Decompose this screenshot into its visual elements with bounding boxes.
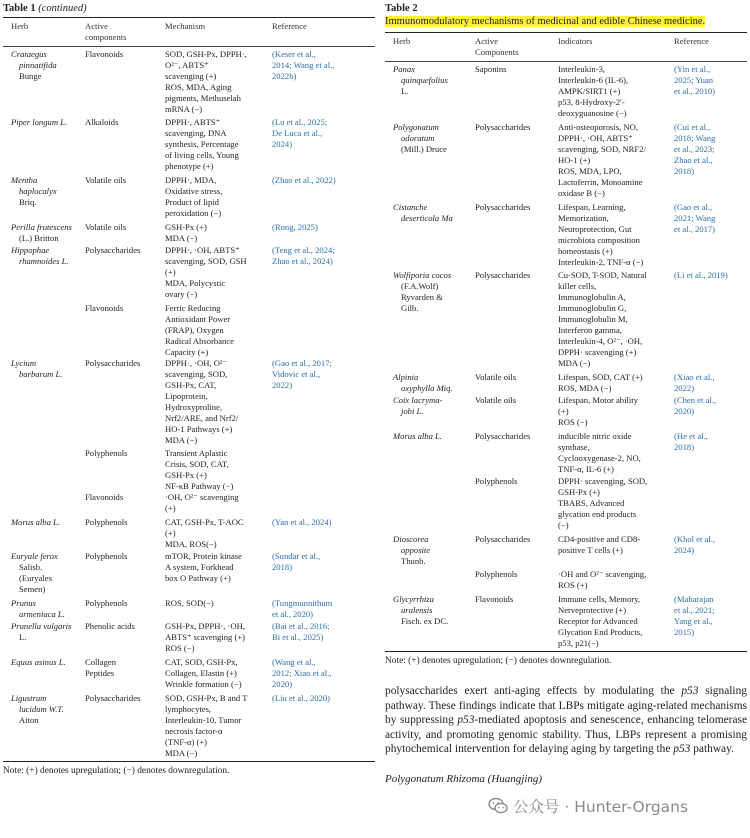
herb-name: Prunella vulgaris <box>11 621 72 631</box>
section-subheading: Polygonatum Rhizoma (Huangjing) <box>385 772 543 785</box>
table-row <box>3 222 375 245</box>
component-cell: Polysaccharides <box>475 122 531 132</box>
component-cell: Polyphenols <box>85 448 128 458</box>
table-row <box>385 476 747 534</box>
herb-cell <box>385 202 475 268</box>
component-cell: Alkaloids <box>85 117 119 127</box>
header-cell: Herb <box>11 21 29 31</box>
reference-cell[interactable]: (Cui et al., 2018; Wang et al., 2023; Zhao et al., 2018) <box>674 122 716 176</box>
table-row <box>3 245 375 303</box>
herb-authority: Thunb. <box>401 556 426 566</box>
header-cell: Herb <box>393 36 411 46</box>
component-cell: Polyphenols <box>85 598 128 608</box>
component-cell: Polysaccharides <box>475 534 531 544</box>
herb-cell <box>3 657 85 690</box>
herb-authority: Salisb. (Euryales Semen) <box>19 562 52 594</box>
herb-cell <box>3 598 85 620</box>
mechanism-cell: Interleukin-3, Interleukin-6 (IL-6), AMPK/SIRT1 (+) p53, 8-Hydroxy-2′- deoxyguanosine (−) <box>558 64 629 118</box>
mechanism-cell: DPPH·, MDA, Oxidative stress, Product of lipid peroxidation (−) <box>165 175 223 218</box>
herb-name: Piper longum L. <box>11 117 68 127</box>
component-cell: Phenolic acids <box>85 621 135 631</box>
table-row <box>3 303 375 358</box>
herb-name: pinnatifida <box>19 60 57 70</box>
herb-cell <box>3 49 85 115</box>
wechat-icon <box>488 797 508 819</box>
table-1-body <box>3 47 375 759</box>
herb-authority: (Mill.) Druce <box>401 144 447 154</box>
mechanism-cell: DPPH· scavenging, SOD, GSH-Px (+) TBARS, Advanced glycation end products (−) <box>558 476 648 530</box>
mechanism-cell: ROS, SOD(−) <box>165 598 214 608</box>
table-row <box>385 122 747 202</box>
herb-cell <box>3 693 85 759</box>
herb-name <box>393 406 475 417</box>
table-row <box>3 657 375 693</box>
mechanism-cell: CD4-positive and CD8- positive T cells (+) <box>558 534 641 555</box>
table-row <box>3 621 375 657</box>
component-cell: Volatile oils <box>85 175 127 185</box>
herb-cell <box>385 270 475 369</box>
component-cell: Volatile oils <box>475 395 517 405</box>
component-cell: Polyphenols <box>85 517 128 527</box>
mechanism-cell: GSH-Px, DPPH·, ·OH, ABTS⁺ scavenging (+) ROS (−) <box>165 621 246 653</box>
mechanism-cell: Lifespan, Learning, Memorization, Neuroprotection, Gut microbiota composition homeostasis (+) Interleukin-2, TNF-α (−) <box>558 202 644 267</box>
herb-authority: L. <box>19 632 27 642</box>
component-cell: Flavonoids <box>475 594 514 604</box>
table-2-header-row <box>385 33 747 61</box>
table-row <box>3 175 375 222</box>
mechanism-cell: Immune cells, Memory, Nerveprotective (+) Receptor for Advanced Glycation End Products, p53, p21(−) <box>558 594 643 648</box>
header-cell: Active Components <box>475 36 519 57</box>
herb-name-part: oxyphylla <box>401 383 435 393</box>
header-cell: Active components <box>85 21 127 42</box>
herb-cell <box>3 492 85 514</box>
herb-name-part: Wolfiporia cocos <box>393 270 452 280</box>
component-cell: Collagen Peptides <box>85 657 117 678</box>
herb-name: Panax <box>393 64 415 74</box>
reference-cell[interactable]: (Sundar et al., 2018) <box>272 551 321 572</box>
reference-cell[interactable]: (Zhao et al., 2022) <box>272 175 336 185</box>
herb-name: Crataegus <box>11 49 47 59</box>
reference-cell[interactable]: (Tungmunnithum et al., 2020) <box>272 598 333 619</box>
herb-name: armeniaca L. <box>19 609 65 619</box>
mechanism-cell: ·OH and O²⁻ scavenging, ROS (+) <box>558 569 647 590</box>
herb-cell <box>385 122 475 199</box>
table-row <box>3 693 375 759</box>
reference-cell[interactable]: (Khol et al., 2024) <box>674 534 716 555</box>
herb-name <box>393 270 475 281</box>
herb-cell <box>3 358 85 446</box>
table-1-continued: (continued) <box>38 3 87 14</box>
reference-cell[interactable]: (Lu et al., 2025; De Luca et al., 2024) <box>272 117 328 149</box>
reference-cell[interactable]: (Liu et al., 2020) <box>272 693 330 703</box>
reference-cell[interactable] <box>272 492 375 514</box>
table-2-label: Table 2 <box>385 3 418 14</box>
herb-authority: L. <box>401 86 409 96</box>
component-cell: Volatile oils <box>475 372 517 382</box>
table-2-body <box>385 62 747 649</box>
mechanism-cell: Ferric Reducing Antioxidant Power (FRAP), Oxygen Radical Absorbance Capacity (+) <box>165 303 234 357</box>
mechanism-cell: DPPH·, ABTS⁺ scavenging, DNA synthesis, Percentage of living cells, Young phenotype (+) <box>165 117 239 171</box>
component-cell: Polysaccharides <box>85 358 141 368</box>
component-cell: Polysaccharides <box>475 270 531 280</box>
herb-cell <box>385 395 475 428</box>
table-row <box>385 64 747 122</box>
header-cell: Mechanism <box>165 21 206 31</box>
herb-name: Ligustrum <box>11 693 47 703</box>
table-1-caption <box>3 0 375 15</box>
herb-name: Cistanche <box>393 202 428 212</box>
herb-name <box>393 383 475 394</box>
table-row <box>3 49 375 117</box>
herb-name-part: jobi <box>401 406 415 416</box>
herb-name: haplocalyx <box>19 186 57 196</box>
table-row <box>3 358 375 448</box>
mechanism-cell: ·OH, O²⁻ scavenging (+) <box>165 492 239 513</box>
body-paragraph: polysaccharides exert anti-aging effects by modulating the p53 signaling pathway. These findings indicate that LBPs mitigate aging-related mechanisms by suppressing p53-mediated apoptosis and senescence, enhancing telomerase activity, and promoting genomic stability. Thus, LBPs represent a promising phytochemical intervention for delaying aging by targeting the p53 pathway. <box>385 685 747 756</box>
table-row <box>385 594 747 649</box>
herb-name: rhamnoides L. <box>19 256 69 266</box>
herb-name: Prunus <box>11 598 36 608</box>
herb-authority: Fisch. ex DC. <box>401 616 449 626</box>
reference-cell[interactable] <box>272 448 375 492</box>
herb-name: Hippophae <box>11 245 50 255</box>
table-row <box>385 372 747 395</box>
table-row <box>385 569 747 594</box>
reference-cell[interactable]: (Wang et al., 2012; Xiao et al., 2020) <box>272 657 332 689</box>
herb-cell <box>3 448 85 492</box>
table-1-header-row <box>3 18 375 46</box>
table-row <box>385 395 747 431</box>
component-cell: Polysaccharides <box>475 202 531 212</box>
reference-cell[interactable]: (Yin et al., 2025; Yuan et al., 2010) <box>674 64 716 96</box>
herb-name: Coix lacryma- <box>393 395 443 405</box>
herb-authority: (L.) Britton <box>19 233 59 243</box>
reference-cell[interactable] <box>272 303 375 358</box>
header-cell: Reference <box>272 21 307 31</box>
mechanism-cell: SOD, GSH-Px, DPPH·, O²⁻, ABTS⁺ scavenging (+) ROS, MDA, Aging pigments, Methuselah mRNA (−) <box>165 49 247 114</box>
table-row <box>3 117 375 175</box>
table-2-note: Note: (+) denotes upregulation; (−) denotes downregulation. <box>385 656 612 666</box>
component-cell: Polysaccharides <box>85 245 141 255</box>
herb-cell <box>3 517 85 550</box>
herb-cell <box>3 621 85 654</box>
reference-cell[interactable]: (Bai et al., 2016; Bi et al., 2025) <box>272 621 330 642</box>
mechanism-cell: mTOR, Protein kinase A system, Forkhead box O Pathway (+) <box>165 551 242 583</box>
herb-name: Perilla frutescens <box>11 222 72 232</box>
herb-name: Polygonatum <box>393 122 439 132</box>
herb-cell <box>3 245 85 300</box>
herb-cell <box>3 222 85 244</box>
herb-authority: Briq. <box>19 197 37 207</box>
mechanism-cell: Transient Aplastic Crisis, SOD, CAT, GSH-Px (+) NF-κB Pathway (−) <box>165 448 234 491</box>
table-2-title: Immunomodulatory mechanisms of medicinal and edible Chinese medicine. <box>385 16 706 27</box>
mechanism-cell: Lifespan, Motor ability (+) ROS (−) <box>558 395 638 427</box>
herb-name: barbarum L. <box>19 369 63 379</box>
herb-name: Equus asinus L. <box>11 657 66 667</box>
reference-cell[interactable]: (Yan et al., 2024) <box>272 517 332 527</box>
herb-name: Alpinia <box>393 372 419 382</box>
mechanism-cell: DPPH·, ·OH, ABTS⁺ scavenging, SOD, GSH (+) MDA, Polycystic ovary (−) <box>165 245 247 299</box>
reference-cell[interactable]: (He et al., 2018) <box>674 431 708 452</box>
herb-name <box>11 704 85 715</box>
reference-cell[interactable]: (Xiao et al., 2022) <box>674 372 715 393</box>
reference-cell[interactable]: (Rong, 2025) <box>272 222 318 232</box>
herb-name: Morus alba L. <box>393 431 442 441</box>
mechanism-cell: Lifespan, SOD, CAT (+) ROS, MDA (−) <box>558 372 643 393</box>
herb-name: Lycium <box>11 358 37 368</box>
herb-name: Glycyrrhiza <box>393 594 434 604</box>
reference-cell[interactable]: (Gao et al., 2017; Vidovic et al., 2022) <box>272 358 332 390</box>
table-2 <box>385 0 747 785</box>
component-cell: Polyphenols <box>85 551 128 561</box>
table-row <box>3 448 375 492</box>
mechanism-cell: CAT, GSH-Px, T-AOC (+) MDA, ROS(−) <box>165 517 244 549</box>
herb-name: Dioscorea <box>393 534 429 544</box>
table-1-label: Table 1 <box>3 3 36 14</box>
herb-cell <box>385 534 475 567</box>
herb-name <box>393 213 475 224</box>
herb-name-part: deserticola <box>401 213 440 223</box>
table-1 <box>3 0 375 777</box>
component-cell: Saponins <box>475 64 507 74</box>
herb-authority: (F.A.Wolf) Ryvarden & Gilb. <box>401 281 443 313</box>
herb-name: quinquefolius <box>401 75 448 85</box>
reference-cell[interactable] <box>674 569 747 591</box>
herb-cell <box>385 569 475 591</box>
herb-authority: Ma <box>441 213 453 223</box>
table-row <box>385 431 747 476</box>
component-cell: Flavonoids <box>85 49 124 59</box>
table-2-title-line <box>385 15 747 28</box>
herb-authority: L. <box>416 406 424 416</box>
herb-cell <box>3 175 85 219</box>
reference-cell[interactable]: (Keser et al., 2014; Wang et al., 2022b) <box>272 49 335 81</box>
table-row <box>385 270 747 372</box>
watermark <box>488 795 688 819</box>
herb-cell <box>385 431 475 475</box>
herb-authority: Miq. <box>436 383 453 393</box>
herb-name: Morus alba L. <box>11 517 60 527</box>
reference-cell[interactable]: (Li et al., 2019) <box>674 270 728 280</box>
herb-authority: W.T. <box>48 704 64 714</box>
table-row <box>385 534 747 569</box>
table-row <box>385 202 747 270</box>
table-1-note: Note: (+) denotes upregulation; (−) denotes downregulation. <box>3 766 230 776</box>
mechanism-cell: GSH-Px (+) MDA (−) <box>165 222 207 243</box>
mechanism-cell: DPPH·, ·OH, O²⁻ scavenging, SOD, GSH-Px, CAT, Lipoprotein, Hydroxyproline, Nrf2/ARE, and Nrf2/ HO-1 Pathways (+) MDA (−) <box>165 358 239 445</box>
herb-name: opposite <box>401 545 431 555</box>
component-cell: Polyphenols <box>475 569 518 579</box>
herb-name: uralensis <box>401 605 433 615</box>
herb-cell <box>385 64 475 119</box>
reference-cell[interactable] <box>674 476 747 531</box>
reference-cell[interactable]: (Teng et al., 2024; Zhao et al., 2024) <box>272 245 335 266</box>
herb-cell <box>385 594 475 649</box>
component-cell: Volatile oils <box>85 222 127 232</box>
herb-name: Euryale ferox <box>11 551 58 561</box>
herb-cell <box>3 117 85 172</box>
table-row <box>3 517 375 551</box>
herb-name: odoratum <box>401 133 435 143</box>
table-row <box>3 551 375 598</box>
mechanism-cell: inducible nitric oxide synthase, Cyclooxygenase-2, NO, TNF-α, IL-6 (+) <box>558 431 641 474</box>
component-cell: Flavonoids <box>85 492 124 502</box>
header-cell: Indicators <box>558 36 593 46</box>
herb-cell <box>3 303 85 358</box>
reference-cell[interactable]: (Chen et al., 2020) <box>674 395 716 416</box>
component-cell: Flavonoids <box>85 303 124 313</box>
component-cell: Polysaccharides <box>85 693 141 703</box>
herb-cell <box>385 476 475 531</box>
herb-cell <box>385 372 475 394</box>
herb-name-part: lucidum <box>19 704 47 714</box>
mechanism-cell: Cu-SOD, T-SOD, Natural killer cells, Immunoglobulin A, Immunoglobulin G, Immunoglobulin M, Interferon gamma, Interleukin-4, O²⁻, ·OH, DPPH· scavenging (+) MDA (−) <box>558 270 647 368</box>
component-cell: Polyphenols <box>475 476 518 486</box>
table-2-caption <box>385 0 747 15</box>
component-cell: Polysaccharides <box>475 431 531 441</box>
table-row <box>3 598 375 621</box>
table-row <box>3 492 375 517</box>
mechanism-cell: SOD, GSH-Px, B and T lymphocytes, Interleukin-10, Tumor necrosis factor-α (TNF-α) (+) MDA (−) <box>165 693 248 758</box>
reference-cell[interactable]: (Maharajan et al., 2021; Yang et al., 2015) <box>674 594 715 637</box>
header-cell: Reference <box>674 36 709 46</box>
herb-authority: Bunge <box>19 71 42 81</box>
mechanism-cell: Anti-osteoporosis, NO, DPPH·, ·OH, ABTS⁺ scavenging, SOD, NRF2/ HO-1 (+) ROS, MDA, LPO, Lactoferrin, Monoamine oxidase B (−) <box>558 122 646 198</box>
herb-name: Mentha <box>11 175 38 185</box>
mechanism-cell: CAT, SOD, GSH-Px, Collagen, Elastin (+) Wrinkle formation (−) <box>165 657 242 689</box>
reference-cell[interactable]: (Gao et al., 2021; Wang et al., 2017) <box>674 202 716 234</box>
watermark-text: 公众号 · Hunter-Organs <box>512 798 689 816</box>
herb-cell <box>3 551 85 595</box>
herb-authority: Aiton <box>19 715 39 725</box>
